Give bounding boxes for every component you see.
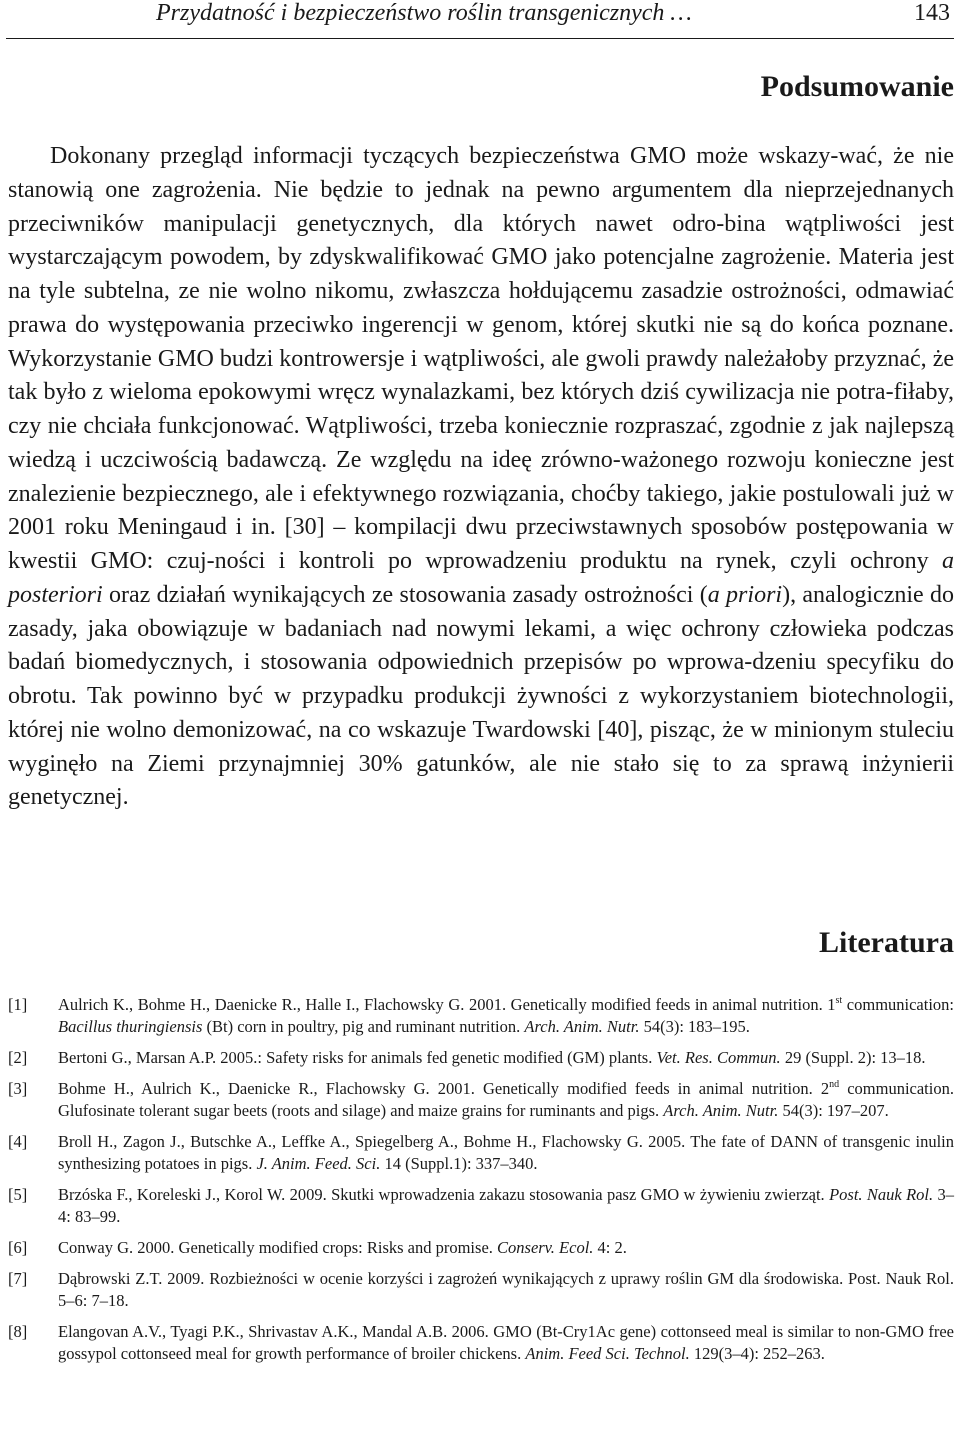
section-heading-summary: Podsumowanie (760, 70, 954, 103)
section-heading-literature: Literatura (819, 926, 954, 959)
summary-text-1: Dokonany przegląd informacji tyczących bezpieczeństwa GMO może wskazy-wać, że nie stanowią one zagrożenia. Nie będzie to jednak na pewno argumentem dla nieprzejednanych przeciwników manipulacji genetycznych, dla których nawet odro-bina wątpliwości jest wystarczającym powodem, by zdyskwalifikować GMO jako potencjalne zagrożenie. Materia jest na tyle subtelna, ze nie wolno nikomu, zwłaszcza hołdującemu zasadzie ostrożności, odmawiać prawa do występowania przeciwko ingerencji w genom, której skutki nie są do końca poznane. Wykorzystanie GMO budzi kontrowersje i wątpliwości, ale gwoli prawdy należałoby przyznać, że tak było z wieloma epokowymi wręcz wynalazkami, bez których dziś cywilizacja nie potra-fiłaby, czy nie chciała funkcjonować. Wątpliwości, trzeba koniecznie rozpraszać, zgodnie z jak najlepszą wiedzą i uczciwością badawczą. Ze względu na ideę zrówno-ważonego rozwoju konieczne jest znalezienie bezpiecznego, ale i efektywnego rozwiązania, choćby takiego, jakie postulowali już w 2001 roku Meningaud i in. [30] – kompilacji dwu przeciwstawnych sposobów postępowania w kwestii GMO: czuj-ności i kontroli po wprowadzeniu produktu na rynek, czyli ochrony (8, 143, 954, 574)
reference-text: communication: (842, 995, 955, 1014)
journal-name: Vet. Res. Commun. (656, 1048, 781, 1067)
reference-number: [4] (8, 1132, 28, 1151)
reference-text: 54(3): 197–207. (778, 1101, 889, 1120)
reference-number: [2] (8, 1048, 28, 1067)
journal-name: Arch. Anim. Nutr. (524, 1017, 640, 1036)
reference-item (8, 1268, 954, 1312)
reference-item (8, 1321, 954, 1365)
reference-number: [3] (8, 1079, 28, 1098)
reference-text: 54(3): 183–195. (639, 1017, 750, 1036)
reference-number: [7] (8, 1269, 28, 1288)
reference-item (8, 1047, 954, 1069)
reference-text: Elangovan A.V., Tyagi P.K., Shrivastav A.K., Mandal A.B. 2006. GMO (Bt-Cry1Ac gene) cottonseed meal is similar to non-GMO free gossypol cottonseed meal for growth performance of broiler chickens. (58, 1322, 954, 1363)
superscript: nd (829, 1079, 840, 1090)
reference-text: Bohme H., Aulrich K., Daenicke R., Flachowsky G. 2001. Genetically modified feeds in animal nutrition. 2 (58, 1079, 830, 1098)
reference-item (8, 1078, 954, 1122)
reference-item (8, 1237, 954, 1259)
reference-text: Bertoni G., Marsan A.P. 2005.: Safety risks for animals fed genetic modified (GM) plants. (58, 1048, 657, 1067)
reference-text: Conway G. 2000. Genetically modified crops: Risks and promise. (58, 1238, 498, 1257)
reference-number: [8] (8, 1322, 28, 1341)
journal-name: Arch. Anim. Nutr. (663, 1101, 779, 1120)
reference-list (8, 994, 954, 1374)
reference-text: Aulrich K., Bohme H., Daenicke R., Halle I., Flachowsky G. 2001. Genetically modified feeds in animal nutrition. 1 (58, 995, 836, 1014)
reference-number: [1] (8, 995, 28, 1014)
reference-item (8, 994, 954, 1038)
superscript: st (835, 995, 843, 1006)
reference-text: communication. Glufosinate tolerant sugar beets (roots and silage) and maize grains for ruminants and pigs. (58, 1079, 954, 1120)
reference-text: 3–4: 83–99. (58, 1185, 955, 1226)
reference-text: Brzóska F., Koreleski J., Korol W. 2009. Skutki wprowadzenia zakazu stosowania pasz GMO w żywieniu zwierząt. (58, 1185, 830, 1204)
running-header (6, 0, 954, 39)
journal-name: J. Anim. Feed. Sci. (256, 1154, 381, 1173)
summary-text-3: ), analogicznie do zasady, jaka obowiązuje w badaniach nad nowymi lekami, a więc ochrony człowieka podczas badań biomedycznych, i stosowania odpowiednich przepisów po wprowa-dzeniu specyfiku do obrotu. Tak powinno być w przypadku produkcji żywności z wykorzystaniem biotechnologii, której nie wolno demonizować, na co wskazuje Twardowski [40], pisząc, że w minionym stuleciu wyginęło na Ziemi przynajmniej 30% gatunków, ale nie stało się to za sprawą inżynierii genetycznej. (8, 581, 954, 811)
journal-name: Anim. Feed Sci. Technol. (525, 1344, 690, 1363)
reference-text: (Bt) corn in poultry, pig and ruminant nutrition. (202, 1017, 525, 1036)
italic-species: Bacillus thuringiensis (58, 1017, 203, 1036)
reference-item (8, 1184, 954, 1228)
reference-number: [6] (8, 1238, 28, 1257)
reference-text: Broll H., Zagon J., Butschke A., Leffke A., Spiegelberg A., Bohme H., Flachowsky G. 2005. The fate of DANN of transgenic inulin synthesizing potatoes in pigs. (58, 1132, 954, 1173)
running-title: Przydatność i bezpieczeństwo roślin transgenicznych … (156, 0, 692, 26)
summary-text-2: oraz działań wynikających ze stosowania zasady ostrożności ( (102, 581, 708, 608)
italic-a-priori: a priori (707, 581, 783, 608)
journal-name: Post. Nauk Rol. (829, 1185, 934, 1204)
reference-text: Dąbrowski Z.T. 2009. Rozbieżności w ocenie korzyści i zagrożeń wynikających z uprawy roślin GM dla środowiska. Post. Nauk Rol. 5–6: 7–18. (58, 1269, 954, 1310)
reference-text: 14 (Suppl.1): 337–340. (380, 1154, 538, 1173)
reference-text: 129(3–4): 252–263. (689, 1344, 825, 1363)
summary-paragraph (8, 140, 954, 815)
journal-name: Conserv. Ecol. (497, 1238, 594, 1257)
italic-a-posteriori: a posteriori (8, 548, 954, 608)
reference-item (8, 1131, 954, 1175)
reference-text: 4: 2. (593, 1238, 627, 1257)
reference-number: [5] (8, 1185, 28, 1204)
page-number: 143 (914, 0, 950, 26)
reference-text: 29 (Suppl. 2): 13–18. (780, 1048, 926, 1067)
